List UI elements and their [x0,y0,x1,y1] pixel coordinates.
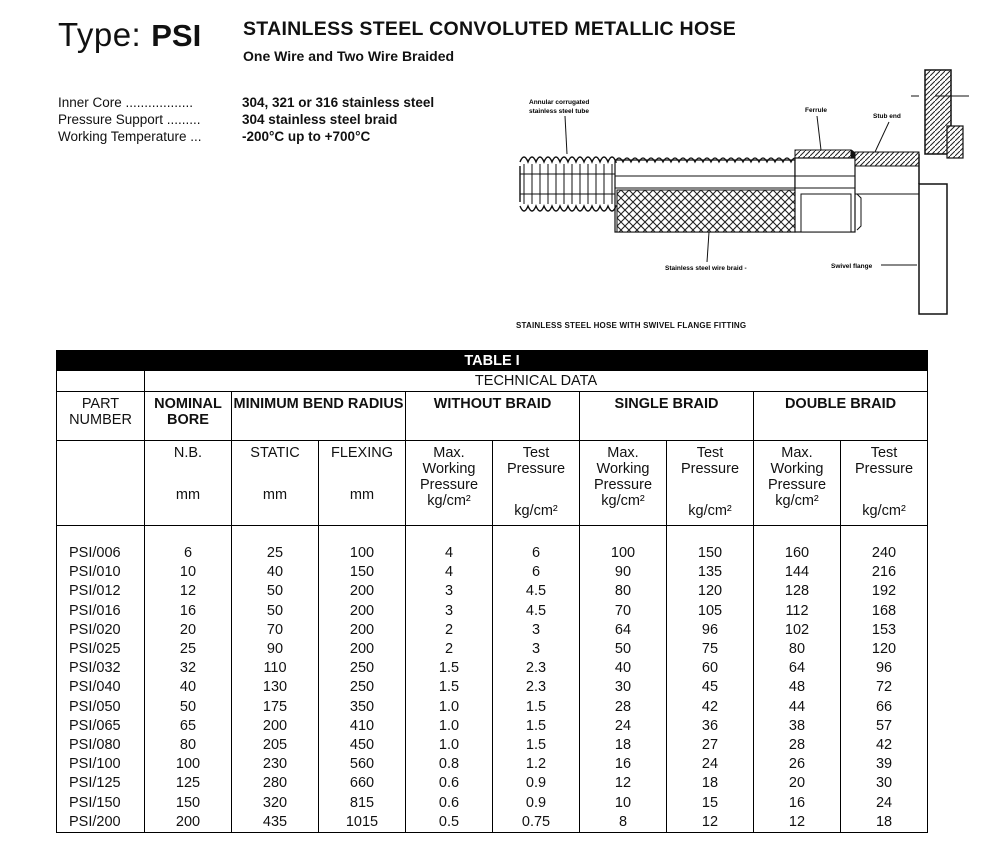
value-cell: 144 [754,563,841,582]
value-cell: 65 [145,717,232,736]
value-cell: 3 [406,582,493,601]
table-row [57,582,928,601]
value-cell: 8 [580,813,667,833]
value-cell: 28 [754,736,841,755]
part-number-cell: PSI/012 [69,583,121,600]
value-cell: 4 [406,544,493,563]
value-cell: 153 [841,621,928,640]
value-cell: 15 [667,793,754,812]
value-cell: 25 [232,544,319,563]
unit-label: mm [175,487,201,503]
value-cell: 50 [145,698,232,717]
value-cell: 150 [319,563,406,582]
part-number-cell: PSI/020 [69,621,121,638]
value-cell: 0.9 [493,793,580,812]
diagram-caption: STAINLESS STEEL HOSE WITH SWIVEL FLANGE FITTING [516,321,747,330]
table-title: TABLE I [57,351,928,371]
header-min-bend-radius: MINIMUM BEND RADIUS [232,392,406,441]
value-cell: 135 [667,563,754,582]
value-cell: 66 [841,698,928,717]
value-cell: 80 [754,640,841,659]
value-cell: 39 [841,755,928,774]
value-cell: 2.3 [493,678,580,697]
ferrule [795,150,851,158]
flange-label: Swivel flange [831,263,873,270]
header-sb-max-wp [580,441,667,526]
part-number-cell: PSI/125 [69,775,121,792]
value-cell: 60 [667,659,754,678]
header-wb-max-wp [406,441,493,526]
type-code: PSI [151,18,202,53]
value-cell: 320 [232,793,319,812]
value-cell: 6 [145,544,232,563]
value-cell: 57 [841,717,928,736]
value-cell: 6 [493,563,580,582]
page-subtitle: One Wire and Two Wire Braided [243,48,455,64]
value-cell: 230 [232,755,319,774]
value-cell: 815 [319,793,406,812]
max-wp-label: Max. Working Pressure [767,445,827,493]
value-cell: 24 [667,755,754,774]
value-cell: 10 [580,793,667,812]
value-cell: 0.6 [406,774,493,793]
value-cell: 0.6 [406,793,493,812]
static-label: STATIC [250,445,300,461]
value-cell: 250 [319,659,406,678]
value-cell: 28 [580,698,667,717]
value-cell: 24 [580,717,667,736]
value-cell: 26 [754,755,841,774]
test-pressure-label: Test Pressure [506,445,566,477]
header-wb-test [493,441,580,526]
value-cell: 2.3 [493,659,580,678]
part-number-cell: PSI/100 [69,756,121,773]
part-number-cell: PSI/150 [69,794,121,811]
value-cell: 100 [145,755,232,774]
unit-label: kg/cm² [862,503,906,519]
unit-label: mm [349,487,375,503]
swivel-flange [919,184,947,314]
value-cell: 240 [841,544,928,563]
value-cell: 2 [406,640,493,659]
value-cell: 18 [841,813,928,833]
value-cell: 20 [145,621,232,640]
spec-value: 304, 321 or 316 stainless steel [242,95,435,110]
value-cell: 30 [580,678,667,697]
value-cell: 435 [232,813,319,833]
value-cell: 130 [232,678,319,697]
value-cell: 128 [754,582,841,601]
value-cell: 30 [841,774,928,793]
value-cell: 12 [754,813,841,833]
part-number-cell: PSI/040 [69,679,121,696]
value-cell: 20 [754,774,841,793]
value-cell: 150 [145,793,232,812]
value-cell: 50 [580,640,667,659]
header-nominal-bore: NOMINAL BORE [145,392,232,441]
spec-working-temperature [58,128,434,145]
header-nb [145,441,232,526]
value-cell: 40 [232,563,319,582]
header-static [232,441,319,526]
value-cell: 450 [319,736,406,755]
type-label: Type: [58,16,142,53]
part-number-cell: PSI/006 [69,545,121,562]
value-cell: 64 [580,621,667,640]
ferrule-label: Ferrule [805,107,828,114]
value-cell: 0.75 [493,813,580,833]
value-cell: 96 [841,659,928,678]
spec-label: Pressure Support ......... [58,112,201,127]
header-double-braid: DOUBLE BRAID [754,392,928,441]
test-pressure-label: Test Pressure [680,445,740,477]
value-cell: 1.5 [406,678,493,697]
tube-label: stainless steel tube [529,108,589,115]
value-cell: 100 [580,544,667,563]
value-cell: 192 [841,582,928,601]
value-cell: 205 [232,736,319,755]
spec-pressure-support [58,111,434,128]
table-row [57,621,928,640]
value-cell: 24 [841,793,928,812]
part-number-cell: PSI/025 [69,641,121,658]
tube-label: Annular corrugated [529,99,590,106]
value-cell: 250 [319,678,406,697]
value-cell: 120 [667,582,754,601]
value-cell: 100 [319,544,406,563]
unit-label: kg/cm² [688,503,732,519]
value-cell: 64 [754,659,841,678]
value-cell: 50 [232,582,319,601]
value-cell: 18 [580,736,667,755]
part-number-cell: PSI/065 [69,717,121,734]
value-cell: 40 [580,659,667,678]
value-cell: 1.0 [406,717,493,736]
value-cell: 12 [580,774,667,793]
value-cell: 42 [667,698,754,717]
value-cell: 410 [319,717,406,736]
value-cell: 44 [754,698,841,717]
value-cell: 560 [319,755,406,774]
value-cell: 42 [841,736,928,755]
value-cell: 1.0 [406,698,493,717]
value-cell: 3 [493,621,580,640]
value-cell: 1.5 [493,717,580,736]
value-cell: 45 [667,678,754,697]
value-cell: 350 [319,698,406,717]
value-cell: 200 [319,640,406,659]
braid-label: Stainless steel wire braid - [665,265,747,272]
value-cell: 90 [232,640,319,659]
value-cell: 105 [667,602,754,621]
part-number-cell: PSI/050 [69,698,121,715]
value-cell: 200 [319,602,406,621]
header-db-test [841,441,928,526]
max-wp-label: Max. Working Pressure [593,445,653,493]
value-cell: 0.8 [406,755,493,774]
table-row [57,563,928,582]
header-flexing [319,441,406,526]
table-row [57,717,928,736]
value-cell: 70 [580,602,667,621]
value-cell: 16 [754,793,841,812]
value-cell: 48 [754,678,841,697]
value-cell: 150 [667,544,754,563]
part-number-cell: PSI/200 [69,813,121,830]
table-row [57,544,928,563]
value-cell: 1.5 [493,736,580,755]
value-cell: 80 [145,736,232,755]
value-cell: 160 [754,544,841,563]
page-title: STAINLESS STEEL CONVOLUTED METALLIC HOSE [243,18,737,40]
spec-value: -200°C up to +700°C [242,129,371,144]
value-cell: 80 [580,582,667,601]
spec-value: 304 stainless steel braid [242,112,398,127]
value-cell: 50 [232,602,319,621]
value-cell: 1.2 [493,755,580,774]
table-row [57,640,928,659]
value-cell: 4.5 [493,582,580,601]
value-cell: 38 [754,717,841,736]
spec-label: Working Temperature ... [58,129,202,144]
value-cell: 102 [754,621,841,640]
unit-label: mm [262,487,288,503]
value-cell: 3 [406,602,493,621]
stub-end [855,152,919,166]
table-row [57,813,928,833]
value-cell: 216 [841,563,928,582]
value-cell: 1015 [319,813,406,833]
value-cell: 1.5 [406,659,493,678]
value-cell: 32 [145,659,232,678]
unit-label: kg/cm² [775,493,819,509]
part-number-cell: PSI/080 [69,736,121,753]
value-cell: 125 [145,774,232,793]
value-cell: 0.5 [406,813,493,833]
unit-label: kg/cm² [601,493,645,509]
value-cell: 40 [145,678,232,697]
value-cell: 168 [841,602,928,621]
value-cell: 27 [667,736,754,755]
value-cell: 10 [145,563,232,582]
value-cell: 3 [493,640,580,659]
nb-label: N.B. [173,445,203,461]
max-wp-label: Max. Working Pressure [419,445,479,493]
value-cell: 16 [145,602,232,621]
value-cell: 6 [493,544,580,563]
value-cell: 96 [667,621,754,640]
hose-diagram [505,66,975,331]
table-subtitle: TECHNICAL DATA [145,371,928,392]
value-cell: 175 [232,698,319,717]
test-pressure-label: Test Pressure [855,445,914,477]
value-cell: 112 [754,602,841,621]
value-cell: 1.5 [493,698,580,717]
part-number-cell: PSI/032 [69,660,121,677]
header-db-max-wp [754,441,841,526]
header-part-number: PART NUMBER [57,392,145,441]
table-row [57,755,928,774]
value-cell: 16 [580,755,667,774]
table-row [57,774,928,793]
value-cell: 75 [667,640,754,659]
value-cell: 0.9 [493,774,580,793]
wire-braid [617,190,795,232]
header-single-braid: SINGLE BRAID [580,392,754,441]
header-sb-test [667,441,754,526]
value-cell: 18 [667,774,754,793]
value-cell: 120 [841,640,928,659]
value-cell: 200 [145,813,232,833]
part-number-cell: PSI/010 [69,564,121,581]
value-cell: 36 [667,717,754,736]
type-heading [58,16,201,54]
table-row [57,678,928,697]
value-cell: 2 [406,621,493,640]
value-cell: 280 [232,774,319,793]
header-without-braid: WITHOUT BRAID [406,392,580,441]
value-cell: 12 [667,813,754,833]
unit-label: kg/cm² [514,503,558,519]
value-cell: 1.0 [406,736,493,755]
value-cell: 25 [145,640,232,659]
value-cell: 660 [319,774,406,793]
spec-label: Inner Core .................. [58,95,194,110]
table-body [57,544,928,832]
spec-list [58,94,434,145]
technical-data-table [56,350,927,833]
part-number-cell: PSI/016 [69,602,121,619]
value-cell: 70 [232,621,319,640]
table-row [57,698,928,717]
spec-inner-core [58,94,434,111]
table-row [57,793,928,812]
value-cell: 72 [841,678,928,697]
table-row [57,602,928,621]
value-cell: 200 [319,621,406,640]
flexing-label: FLEXING [330,445,394,461]
value-cell: 90 [580,563,667,582]
value-cell: 200 [319,582,406,601]
value-cell: 110 [232,659,319,678]
value-cell: 200 [232,717,319,736]
stub-label: Stub end [873,113,901,120]
table-row [57,736,928,755]
value-cell: 4.5 [493,602,580,621]
table-row [57,659,928,678]
unit-label: kg/cm² [427,493,471,509]
value-cell: 4 [406,563,493,582]
value-cell: 12 [145,582,232,601]
